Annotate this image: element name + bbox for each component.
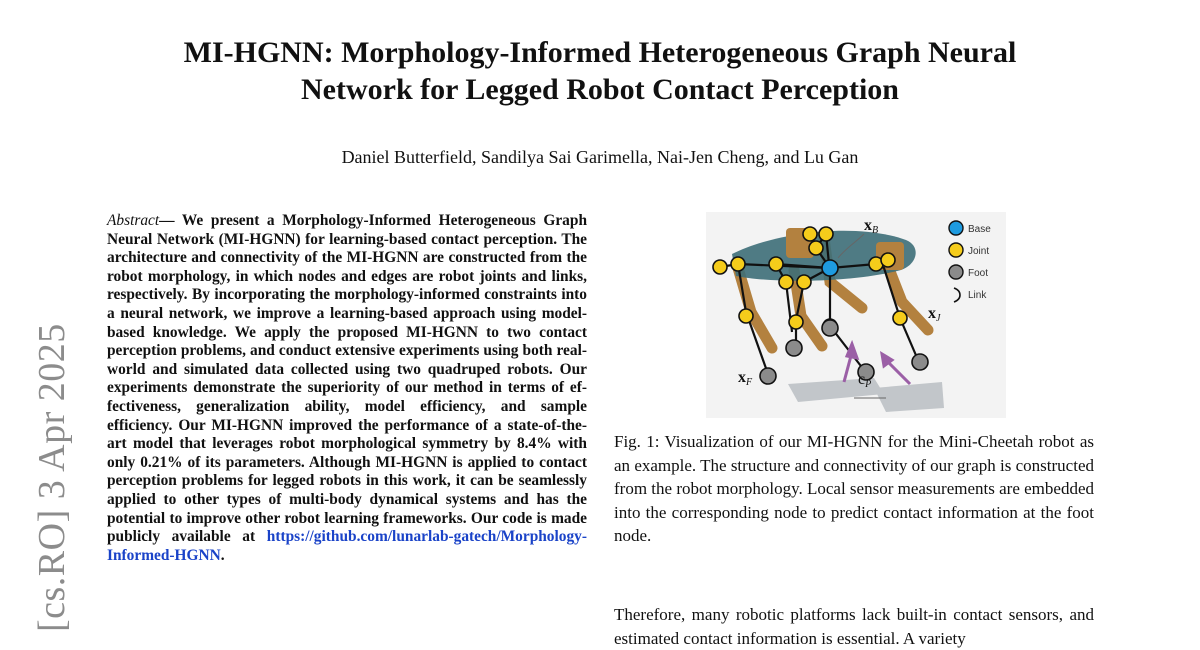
legend-foot-marker [949, 265, 963, 279]
legend-base-label: Base [968, 224, 991, 235]
paper-title [100, 34, 1100, 108]
legend-base-marker [949, 221, 963, 235]
legend-foot-label: Foot [968, 268, 989, 279]
abstract-dash: — [159, 212, 182, 229]
figure-caption: Fig. 1: Visualization of our MI-HGNN for the Mini-Cheetah robot as an example. The structure and connectivity of our graph is constructed from the robot morphology. Local sensor measurements are embedded into the corresponding node to predict contact information at the foot node. [614, 432, 1094, 545]
arxiv-stamp: [cs.RO] 3 Apr 2025 [31, 323, 73, 632]
label-xf: xF [738, 369, 753, 388]
legend-joint-marker [949, 243, 963, 257]
abstract-label: Abstract [107, 212, 160, 229]
base-node [822, 260, 838, 276]
legend-joint-label: Joint [968, 246, 990, 257]
code-link[interactable]: https://github.com/lunarlab-gatech/Morphology-Informed-HGNN [107, 528, 587, 564]
label-cp: cP [858, 371, 872, 390]
abstract [107, 212, 587, 565]
abstract-text: We present a Morphology-Informed Heterogeneous Graph Neural Network (MI-HGNN) for learning-based contact perception. The architecture and connectivity of the MI-HGNN are constructed from the robot morphology, in which nodes and edges are robot joints and links, respectively. By incorporating the morphology-informed constraints into a neural network, we improve a learning-based approach using model-based knowledge. We apply the proposed MI-HGNN to two contact perception problems, and conduct extensive experiments using both real-world and simulated data collected using two quadruped robots. Our experiments demonstrate the superiority of our method in terms of effectiveness, generalization ability, model efficiency, and sample efficiency. Our MI-HGNN improved the performance of a state-of-the-art model that leverages robot morphological symmetry by 8.4% with only 0.21% of its parameters. Although MI-HGNN is applied to contact perception problems for legged robots in this work, it can be seamlessly applied to other types of multi-body dynamical systems and has the potential to improve other robot learning frameworks. Our code is made publicly available at [107, 212, 587, 546]
body-paragraph: Therefore, many robotic platforms lack built-in contact sensors, and estimated contact information is essential. A variety [614, 605, 1094, 648]
label-xj: xJ [928, 305, 941, 324]
title-line-1: MI-HGNN: Morphology-Informed Heterogeneous Graph Neural [183, 36, 1017, 69]
abstract-end: . [220, 546, 225, 564]
title-line-2: Network for Legged Robot Contact Perception [301, 73, 899, 106]
robot-graph-illustration [706, 212, 1006, 418]
robot-graph-figure [706, 212, 1006, 418]
author-list: Daniel Butterfield, Sandilya Sai Garimella, Nai-Jen Cheng, and Lu Gan [341, 147, 859, 167]
legend-link-label: Link [968, 290, 987, 301]
label-xb: xB [864, 217, 879, 236]
